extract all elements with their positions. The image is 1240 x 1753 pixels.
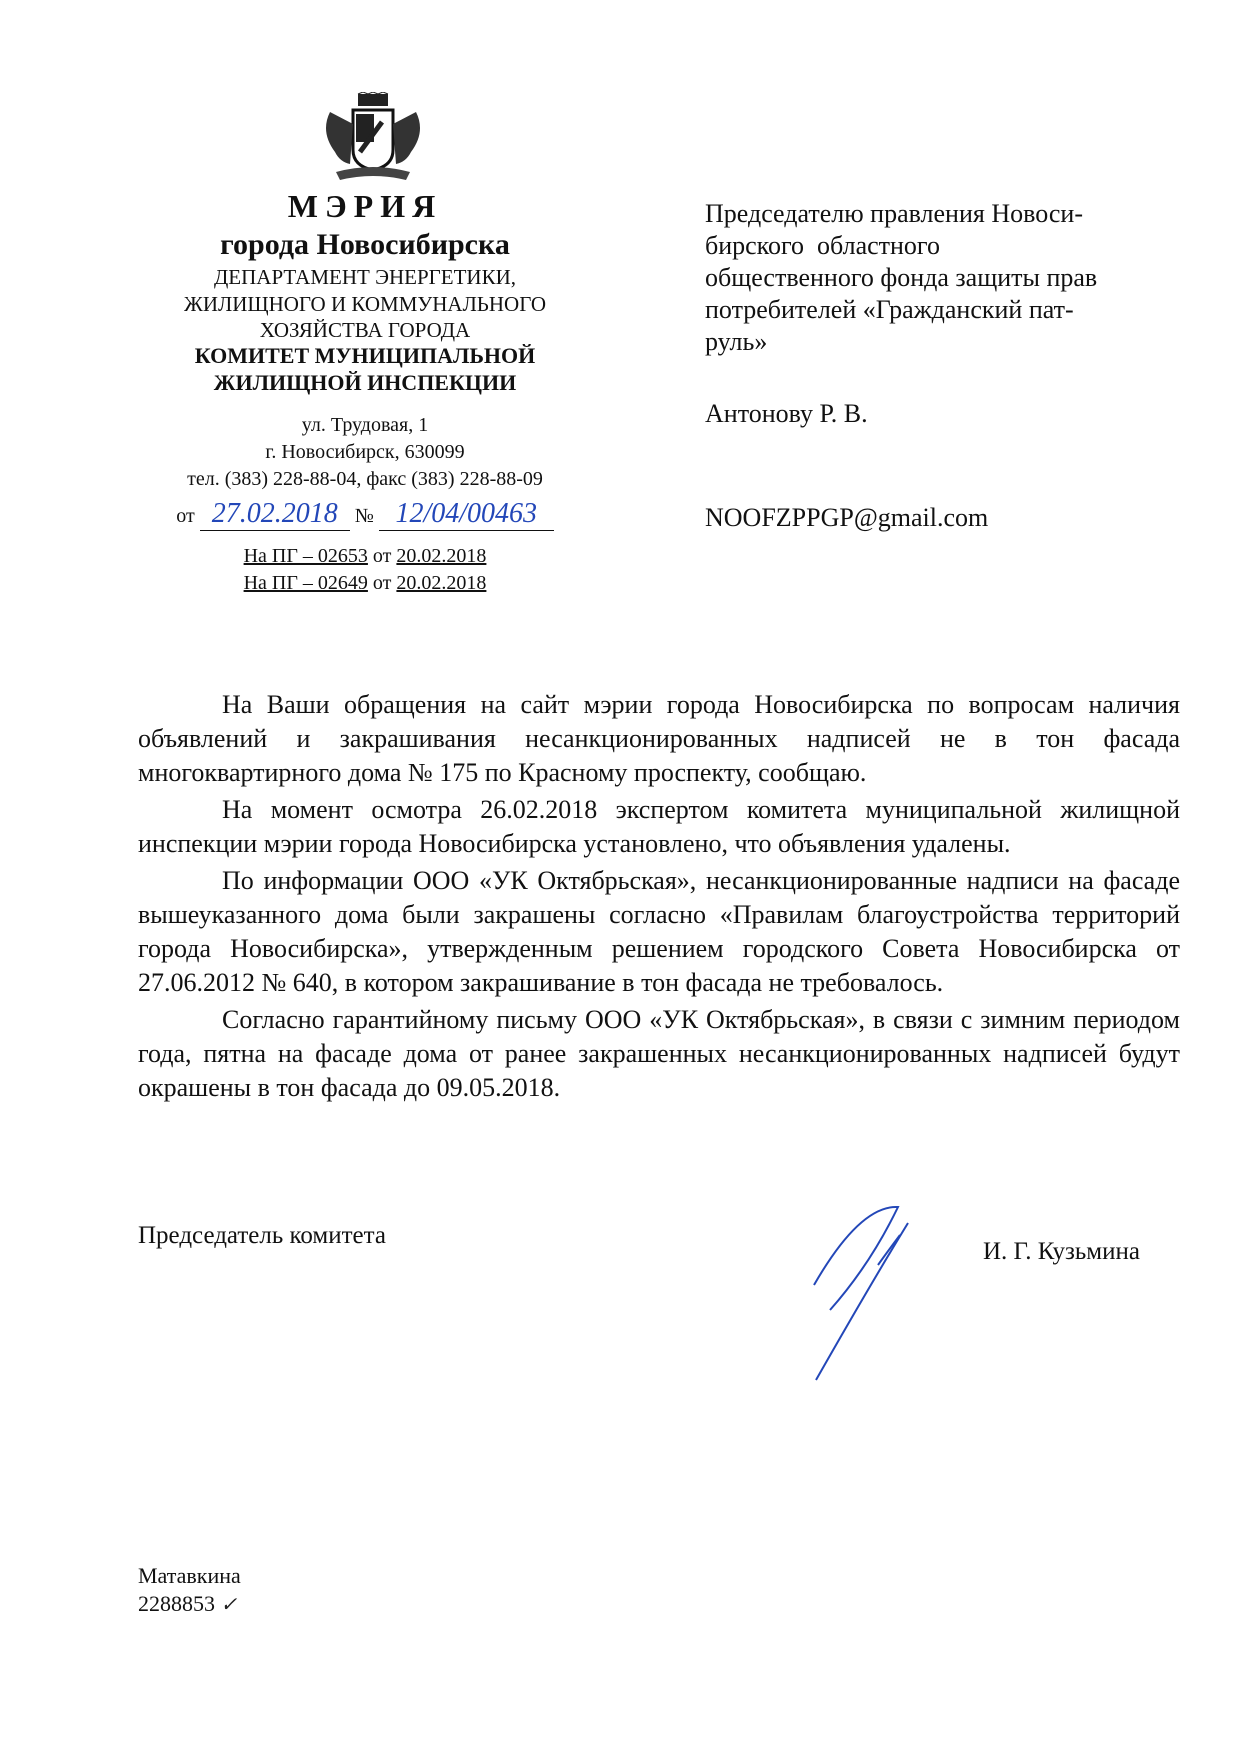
committee-line: ЖИЛИЩНОЙ ИНСПЕКЦИИ [213, 370, 517, 395]
addressee-block [705, 198, 1097, 358]
letterhead [140, 0, 590, 620]
reference-line [140, 572, 590, 595]
initials-mark-icon: ✓ [220, 1594, 238, 1616]
addressee-line: руль» [705, 327, 768, 356]
signatory-position: Председатель комитета [138, 1222, 386, 1249]
reference-line [140, 545, 590, 568]
address-line: г. Новосибирск, 630099 [265, 441, 465, 463]
department-line: ДЕПАРТАМЕНТ ЭНЕРГЕТИКИ, [213, 265, 517, 289]
addressee-line: потребителей «Гражданский пат- [705, 295, 1074, 324]
address-line: ул. Трудовая, 1 [301, 414, 429, 436]
executor-name: Матавкина [138, 1563, 241, 1588]
body-paragraph: На момент осмотра 26.02.2018 экспертом комитета муниципальной жилищной инспекции мэрии города Новосибирска установлено, что объявления удалены. [138, 795, 1180, 858]
signatory-name: И. Г. Кузьмина [983, 1238, 1140, 1265]
body-paragraph: На Ваши обращения на сайт мэрии города Новосибирска по вопросам наличия объявлений и закрашивания несанкционированных надписей не в тон фасада многоквартирного дома № 175 по Красному проспекту, сообщаю. [138, 690, 1180, 787]
executor-phone [138, 1590, 241, 1619]
reference-from: от [372, 545, 392, 567]
addressee-email[interactable]: NOOFZPPGP@gmail.com [705, 503, 989, 532]
mayoralty-title: МЭРИЯ [287, 188, 443, 224]
body-paragraph: Согласно гарантийному письму ООО «УК Октябрьская», в связи с зимним периодом года, пятна на фасаде дома от ранее закрашенных несанкционированных надписей будут окрашены в тон фасада до 09.05.2018. [138, 1005, 1180, 1102]
reference-number: На ПГ – 02649 [243, 572, 368, 594]
addressee-name: Антонову Р. В. [705, 399, 868, 428]
reference-from: от [372, 572, 392, 594]
handwritten-date: 27.02.2018 [200, 498, 350, 531]
reference-date: 20.02.2018 [396, 545, 487, 567]
letter-body [138, 688, 1180, 1105]
date-label: от [176, 505, 195, 527]
addressee-line: бирского областного [705, 231, 940, 260]
reference-number: На ПГ – 02653 [243, 545, 368, 567]
addressee-line: Председателю правления Новоси- [705, 199, 1083, 228]
executor-phone-number: 2288853 [138, 1591, 215, 1616]
reference-date: 20.02.2018 [396, 572, 487, 594]
outgoing-registration [140, 498, 590, 531]
handwritten-signature [800, 1205, 920, 1390]
number-label: № [354, 505, 374, 527]
address-line: тел. (383) 228-88-04, факс (383) 228-88-09 [187, 468, 543, 490]
department-line: ЖИЛИЩНОГО И КОММУНАЛЬНОГО [184, 292, 546, 316]
committee-line: КОМИТЕТ МУНИЦИПАЛЬНОЙ [194, 343, 536, 368]
body-paragraph: По информации ООО «УК Октябрьская», несанкционированные надписи на фасаде вышеуказанного дома были закрашены согласно «Правилам благоустройства территорий города Новосибирска», утвержденным решением городского Совета Новосибирска от 27.06.2012 № 640, в котором закрашивание в тон фасада не требовалось. [138, 866, 1180, 997]
handwritten-number: 12/04/00463 [379, 498, 554, 531]
addressee-line: общественного фонда защиты прав [705, 263, 1098, 292]
department-line: ХОЗЯЙСТВА ГОРОДА [259, 318, 471, 342]
city-title: города Новосибирска [220, 228, 510, 261]
executor-block [138, 1562, 241, 1619]
